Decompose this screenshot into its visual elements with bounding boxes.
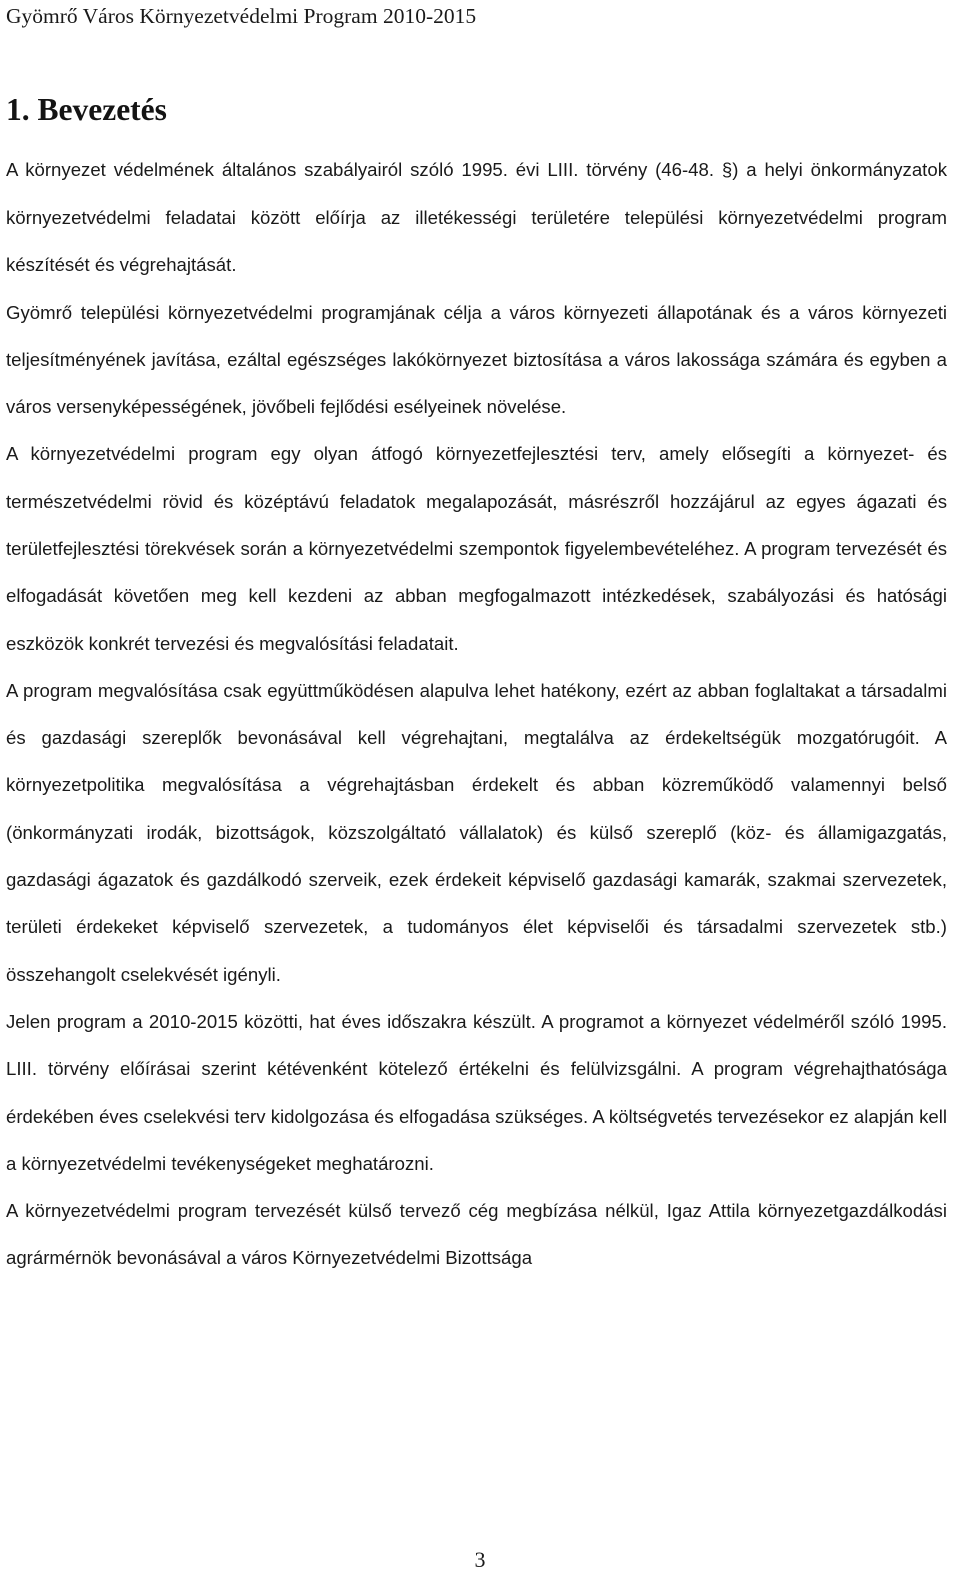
running-header: Gyömrő Város Környezetvédelmi Program 2010-2015 (6, 4, 477, 28)
body-text (6, 146, 947, 1282)
paragraph-program-goal: Gyömrő települési környezetvédelmi programjának célja a város környezeti állapotának és a város környezeti teljesítményének javítása, ezáltal egészséges lakókörnyezet biztosítása a város lakossága számára és egyben a város versenyképességének, jövőbeli fejlődési esélyeinek növelése. (6, 301, 947, 418)
chapter-title: 1. Bevezetés (6, 92, 167, 127)
paragraph-cooperation: A program megvalósítása csak együttműködésen alapulva lehet hatékony, ezért az abban foglaltakat a társadalmi és gazdasági szereplők bevonásával kell végrehajtani, megtalálva az érdekeltségük mozgatórugóit. A környezetpolitika megvalósítása a végrehajtásban érdekelt és abban közreműködő valamennyi belső (önkormányzati irodák, bizottságok, közszolgáltató vállalatok) és külső szereplő (köz- és államigazgatás, gazdasági ágazatok és gazdálkodó szerveik, ezek érdekeit képviselő gazdasági kamarák, szakmai szervezetek, területi érdekeket képviselő szervezetek, a tudományos élet képviselői és társadalmi szervezetek stb.) összehangolt cselekvését igényli. (6, 679, 947, 985)
paragraph-program-authors: A környezetvédelmi program tervezését külső tervező cég megbízása nélkül, Igaz Attila környezetgazdálkodási agrármérnök bevonásával a város Környezetvédelmi Bizottsága (6, 1200, 947, 1269)
paragraph-program-period: Jelen program a 2010-2015 közötti, hat éves időszakra készült. A programot a környezet védelméről szóló 1995. LIII. törvény előírásai szerint kétévenként kötelező értékelni és felülvizsgálni. A program végrehajthatósága érdekében éves cselekvési terv kidolgozása és elfogadása szükséges. A költségvetés tervezésekor ez alapján kell a környezetvédelmi tevékenységeket meghatározni. (6, 1010, 947, 1174)
paragraph-legal-basis: A környezet védelmének általános szabályairól szóló 1995. évi LIII. törvény (46-48. §) a helyi önkormányzatok környezetvédelmi feladatai között előírja az illetékességi területére települési környezetvédelmi program készítését és végrehajtását. (6, 159, 947, 275)
paragraph-program-scope: A környezetvédelmi program egy olyan átfogó környezetfejlesztési terv, amely elősegíti a környezet- és természetvédelmi rövid és középtávú feladatok megalapozását, másrészről hozzájárul az egyes ágazati és területfejlesztési törekvések során a környezetvédelmi szempontok figyelembevételéhez. A program tervezését és elfogadását követően meg kell kezdeni az abban megfogalmazott intézkedések, szabályozási és hatósági eszközök konkrét tervezési és megvalósítási feladatait. (6, 443, 947, 654)
page-number: 3 (474, 1547, 486, 1572)
